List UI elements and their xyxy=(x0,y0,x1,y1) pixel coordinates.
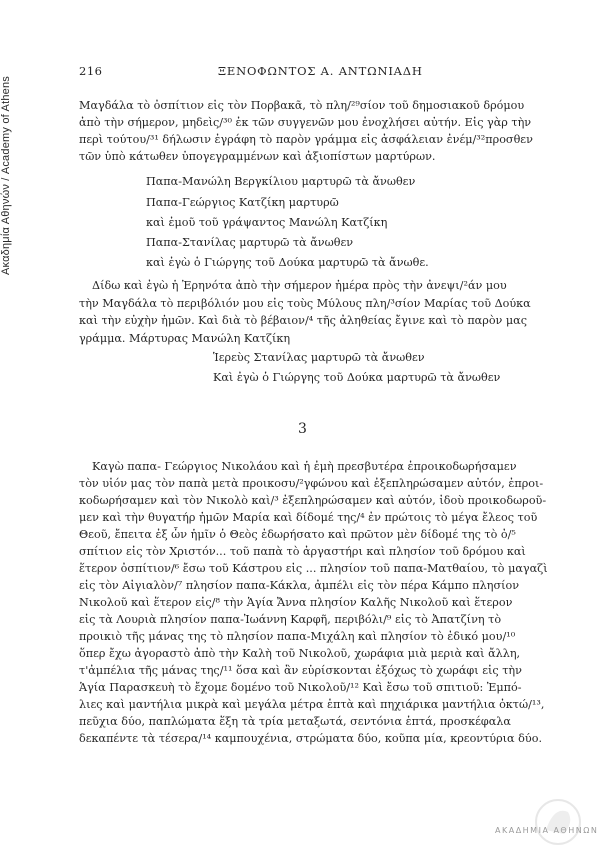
text-line: περὶ τούτου/³¹ δήλωσιν ἐγράφη τὸ παρὸν γράμμα εἰς ἀσφάλειαν ἐνέμ/³²προσθεν xyxy=(79,133,533,146)
signature-line: Ἱερεὺς Στανίλας μαρτυρῶ τὰ ἄνωθεν xyxy=(213,351,425,364)
text-line: Μαγδάλα τὸ ὀσπίτιον εἰς τὸν Πορβακᾶ, τὸ πλη/²⁹σίον τοῦ δημοσιακοῦ δρόμου xyxy=(79,99,525,112)
running-title: ΞΕΝΟΦΩΝΤΟΣ Α. ΑΝΤΩΝΙΑΔΗ xyxy=(218,64,423,78)
text-line: λιες καὶ μαντήλια μικρὰ καὶ μεγάλα μέτρα ἑπτὰ καὶ πηχιάρικα μαντήλια ὀκτώ/¹³, xyxy=(79,698,545,711)
text-line: Δίδω καὶ ἐγὼ ἡ Ἐρηνότα ἀπὸ τὴν σήμερον ἡμέρα πρὸς τὴν ἀνεψι/²άν μου xyxy=(92,279,507,292)
signature-line: καὶ ἐγὼ ὁ Γιώργης τοῦ Δούκα μαρτυρῶ τὰ ἄνωθε. xyxy=(146,256,429,269)
text-line: γράμμα. Μάρτυρας Μανώλη Κατζίκη xyxy=(79,332,291,345)
signature-line: καὶ ἐμοῦ τοῦ γράψαντος Μανώλη Κατζίκη xyxy=(146,216,388,229)
text-line: σπίτιον εἰς τὸν Χριστόν... τοῦ παπὰ τὸ ἀργαστήρι καὶ πλησίον τοῦ δρόμου καὶ xyxy=(79,545,526,558)
text-line: τῶν ὑπὸ κάτωθεν ὑπογεγραμμένων καὶ ἀξιοπίστων μαρτύρων. xyxy=(79,150,436,163)
text-line: εἰς τὸν Αἰγιαλὸν/⁷ πλησίον παπα-Κάκλα, ἀμπέλι εἰς τὸν πέρα Κάμπο πλησίον xyxy=(79,579,519,592)
text-line: πεῦχια δύο, παπλώματα ἕξη τὰ τρία μεταξωτά, σεντόνια ἑπτά, προσκέφαλα xyxy=(79,715,511,728)
seal-watermark-text: ΑΚΑΔΗΜΙΑ ΑΘΗΝΩΝ xyxy=(495,826,599,835)
text-line: τὸν υἱόν μας τὸν παπὰ μετὰ προικοσυ/²γφώνου καὶ ἐξεπληρώσαμεν αὐτόν, ἐπροι- xyxy=(79,477,544,490)
page-number: 216 xyxy=(79,64,103,78)
signature-line: Παπα-Γεώργιος Κατζίκη μαρτυρῶ xyxy=(146,196,339,209)
text-line: ὅπερ ἔχω ἀγοραστὸ ἀπὸ τὴν Καλὴ τοῦ Νικολοῦ, χωράφια μιὰ μεριὰ καὶ ἄλλη, xyxy=(79,647,521,660)
text-line: τ'ἀμπέλια τῆς μάνας της/¹¹ ὅσα καὶ ἂν εὑρίσκονται ἐξόχως τὸ χωράφι εἰς τὴν xyxy=(79,664,522,677)
signature-line: Παπα-Μανώλη Βεργκίλιου μαρτυρῶ τὰ ἄνωθεν xyxy=(146,175,416,188)
text-line: Ἁγία Παρασκευὴ τὸ ἔχομε δομένο τοῦ Νικολοῦ/¹² Καὶ ἔσω τοῦ σπιτιοῦ: Ἐμπό- xyxy=(79,681,522,694)
text-line: Καγὼ παπα- Γεώργιος Νικολάου καὶ ἡ ἐμὴ πρεσβυτέρα ἐπροικοδωρήσαμεν xyxy=(92,460,517,473)
side-watermark: Ακαδημία Αθηνών / Academy of Athens xyxy=(0,75,12,275)
text-line: Θεοῦ, ἔπειτα ἐξ ὧν ἡμῖν ὁ Θεὸς ἐδωρήσατο καὶ πρῶτον μὲν δίδομέ της τὸ ὀ/⁵ xyxy=(79,528,516,541)
text-line: προικιὸ τῆς μάνας της τὸ πλησίον παπα-Μιχάλη καὶ πλησίον τὸ ἐδικό μου/¹⁰ xyxy=(79,630,516,643)
signature-line: Καὶ ἐγὼ ὁ Γιώργης τοῦ Δούκα μαρτυρῶ τὰ ἄνωθεν xyxy=(213,371,501,384)
text-line: μεν καὶ τὴν θυγατήρ ἡμῶν Μαρία καὶ δίδομέ της/⁴ ἐν πρώτοις τὸ μέγα ἔλεος τοῦ xyxy=(79,511,538,524)
text-line: εἰς τὰ Λουριὰ πλησίον παπα-Ἰωάννη Καρφῆ, περιβόλι/⁹ εἰς τὸ Ἀπατζίνη τὸ xyxy=(79,613,502,626)
text-line: καὶ τὴν εὐχὴν ἡμῶν. Καὶ διὰ τὸ βέβαιον/⁴ τῆς ἀληθείας ἔγινε καὶ τὸ παρὸν μας xyxy=(79,314,527,327)
text-line: κοδωρήσαμεν καὶ τὸν Νικολὸ καὶ/³ ἐξεπληρώσαμεν καὶ αὐτόν, ἰδοὺ προικοδωροῦ- xyxy=(79,494,547,507)
text-line: ἀπὸ τὴν σήμερον, μηδεὶς/³⁰ ἐκ τῶν συγγενῶν μου ἐνοχλήσει αὐτήν. Εἰς γὰρ τὴν xyxy=(79,116,532,129)
text-line: δεκαπέντε τὰ τέσερα/¹⁴ καμπουχένια, στρώματα δύο, κοῦπα μία, κρεοντύρια δύο. xyxy=(79,732,542,745)
text-line: ἕτερον ὀσπίτιον/⁶ ἔσω τοῦ Κάστρου εἰς ... πλησίον τοῦ παπα-Ματθαίου, τὸ μαγαζὶ xyxy=(79,562,548,575)
text-line: Νικολοῦ καὶ ἕτερον εἰς/⁸ τὴν Ἁγία Ἄννα πλησίον Καλῆς Νικολοῦ καὶ ἕτερον xyxy=(79,596,513,609)
signature-line: Παπα-Στανίλας μαρτυρῶ τὰ ἄνωθεν xyxy=(146,236,354,249)
text-line: τὴν Μαγδάλα τὸ περιβόλιόν μου εἰς τοὺς Μύλους πλη/³σίον Μαρίας τοῦ Δούκα xyxy=(79,297,531,310)
section-number: 3 xyxy=(298,421,307,437)
